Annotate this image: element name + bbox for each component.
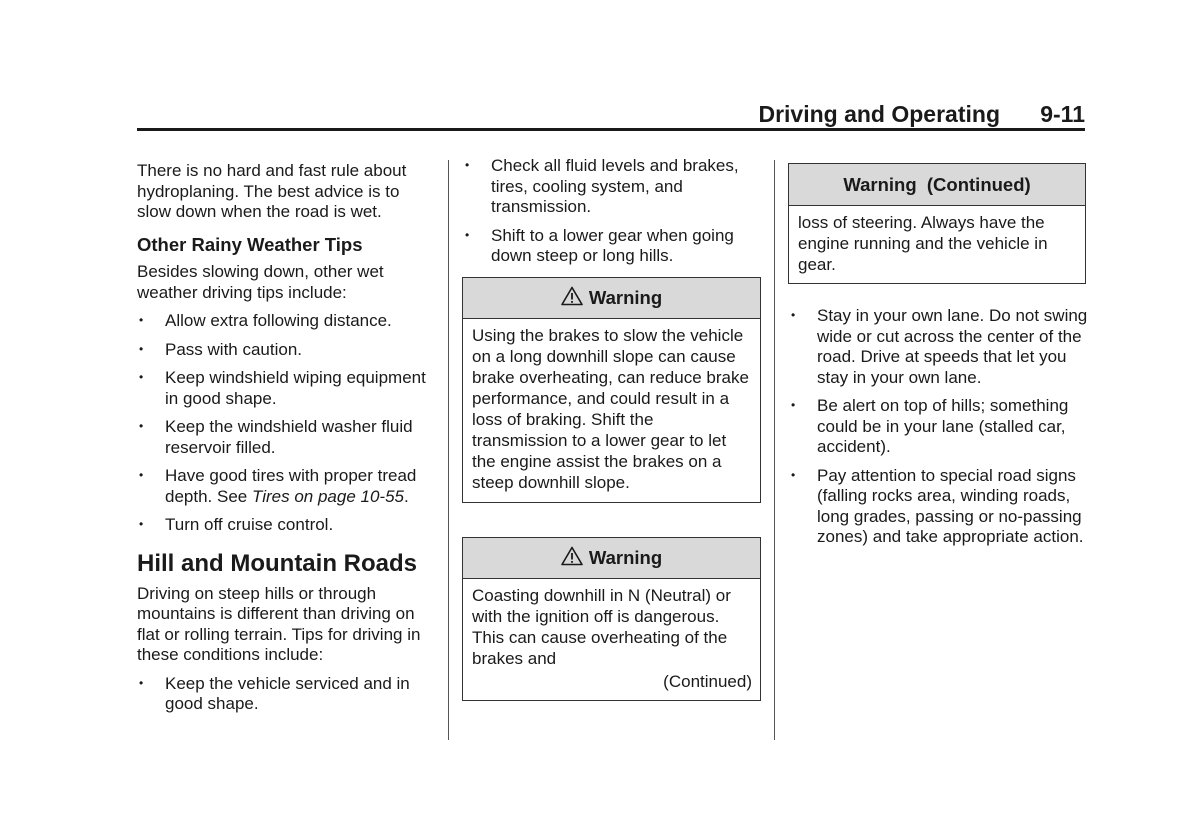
hill-mountain-heading: Hill and Mountain Roads	[137, 549, 417, 577]
list-item: • Have good tires with proper tread depth. See Tires on page 10-55.	[139, 466, 417, 506]
tires-cross-reference-link[interactable]: Tires on page 10-55	[251, 486, 404, 506]
warning-title: Warning	[588, 547, 663, 568]
bullet-dot: •	[791, 308, 796, 322]
list-item: • Pay attention to special road signs (falling rocks area, winding roads, long grades, passing or no-passing zones) and take appropriate action.	[791, 465, 1084, 546]
bullet-dot: •	[139, 675, 144, 690]
warning-triangle-icon	[561, 546, 583, 571]
bullet-dot: •	[139, 370, 144, 384]
column-divider-1	[448, 160, 449, 740]
list-item: • Stay in your own lane. Do not swing wide or cut across the center of the road. Drive at speeds that let you stay in your own lane.	[791, 306, 1088, 387]
bullet-dot: •	[139, 468, 144, 482]
list-item: • Be alert on top of hills; something could be in your lane (stalled car, accident).	[791, 396, 1069, 456]
column-1	[137, 161, 437, 715]
warning-body: Coasting downhill in N (Neutral) or with the ignition off is dangerous. This can cause overheating of the brakes and	[472, 586, 731, 668]
column-3	[789, 306, 1089, 548]
rainy-tips-list	[137, 311, 437, 536]
bullet-dot: •	[465, 227, 470, 242]
continued-label: (Continued)	[663, 672, 752, 691]
hill-mountain-intro: Driving on steep hills or through mountains is different than driving on flat or rolling terrain. Tips for driving in these conditions include:	[137, 583, 421, 664]
rainy-tips-heading: Other Rainy Weather Tips	[137, 233, 363, 255]
bullet-dot: •	[465, 158, 470, 172]
bullet-dot: •	[139, 419, 144, 433]
coasting-warning	[462, 537, 761, 701]
column-divider-2	[774, 160, 775, 740]
list-item: • Turn off cruise control.	[139, 515, 334, 534]
list-item: • Pass with caution.	[139, 339, 303, 359]
hydroplaning-paragraph: There is no hard and fast rule about hydroplaning. The best advice is to slow down when the road is wet.	[137, 161, 407, 221]
warning-header	[463, 538, 760, 579]
bullet-dot: •	[791, 398, 796, 412]
page-header	[137, 100, 1085, 130]
bullet-dot: •	[139, 313, 144, 327]
header-rule	[137, 128, 1085, 131]
list-item: • Keep windshield wiping equipment in good shape.	[139, 368, 426, 408]
column-2	[463, 156, 763, 267]
list-item: • Shift to a lower gear when going down steep or long hills.	[465, 225, 734, 265]
page-number: 9-11	[1040, 101, 1085, 127]
bullet-dot: •	[139, 341, 144, 356]
warning-continued-title: Warning (Continued)	[843, 173, 1031, 195]
hill-tips-list	[137, 674, 437, 715]
bullet-dot: •	[791, 467, 796, 482]
hill-tips-list-continued	[463, 156, 763, 267]
warning-continued-box	[788, 163, 1086, 284]
section-title: Driving and Operating	[758, 101, 1000, 127]
warning-triangle-icon	[561, 286, 583, 311]
warning-body: Using the brakes to slow the vehicle on a long downhill slope can cause brake overheating, can reduce brake performance, and could result in a loss of braking. Shift the transmission to a lower gear to let the engine assist the brakes on a steep downhill slope.	[472, 326, 749, 492]
list-item: • Check all fluid levels and brakes, tires, cooling system, and transmission.	[465, 156, 739, 216]
warning-header	[463, 278, 760, 319]
warning-title: Warning	[588, 287, 663, 308]
list-item: • Keep the windshield washer fluid reservoir filled.	[139, 417, 413, 457]
road-tips-list	[789, 306, 1089, 548]
bullet-dot: •	[139, 517, 144, 531]
list-item: • Allow extra following distance.	[139, 311, 392, 330]
list-item: • Keep the vehicle serviced and in good shape.	[139, 673, 410, 713]
brake-overheating-warning	[462, 277, 761, 503]
warning-body: loss of steering. Always have the engine running and the vehicle in gear.	[798, 213, 1048, 274]
rainy-tips-intro: Besides slowing down, other wet weather driving tips include:	[137, 262, 384, 302]
warning-header	[789, 164, 1085, 206]
